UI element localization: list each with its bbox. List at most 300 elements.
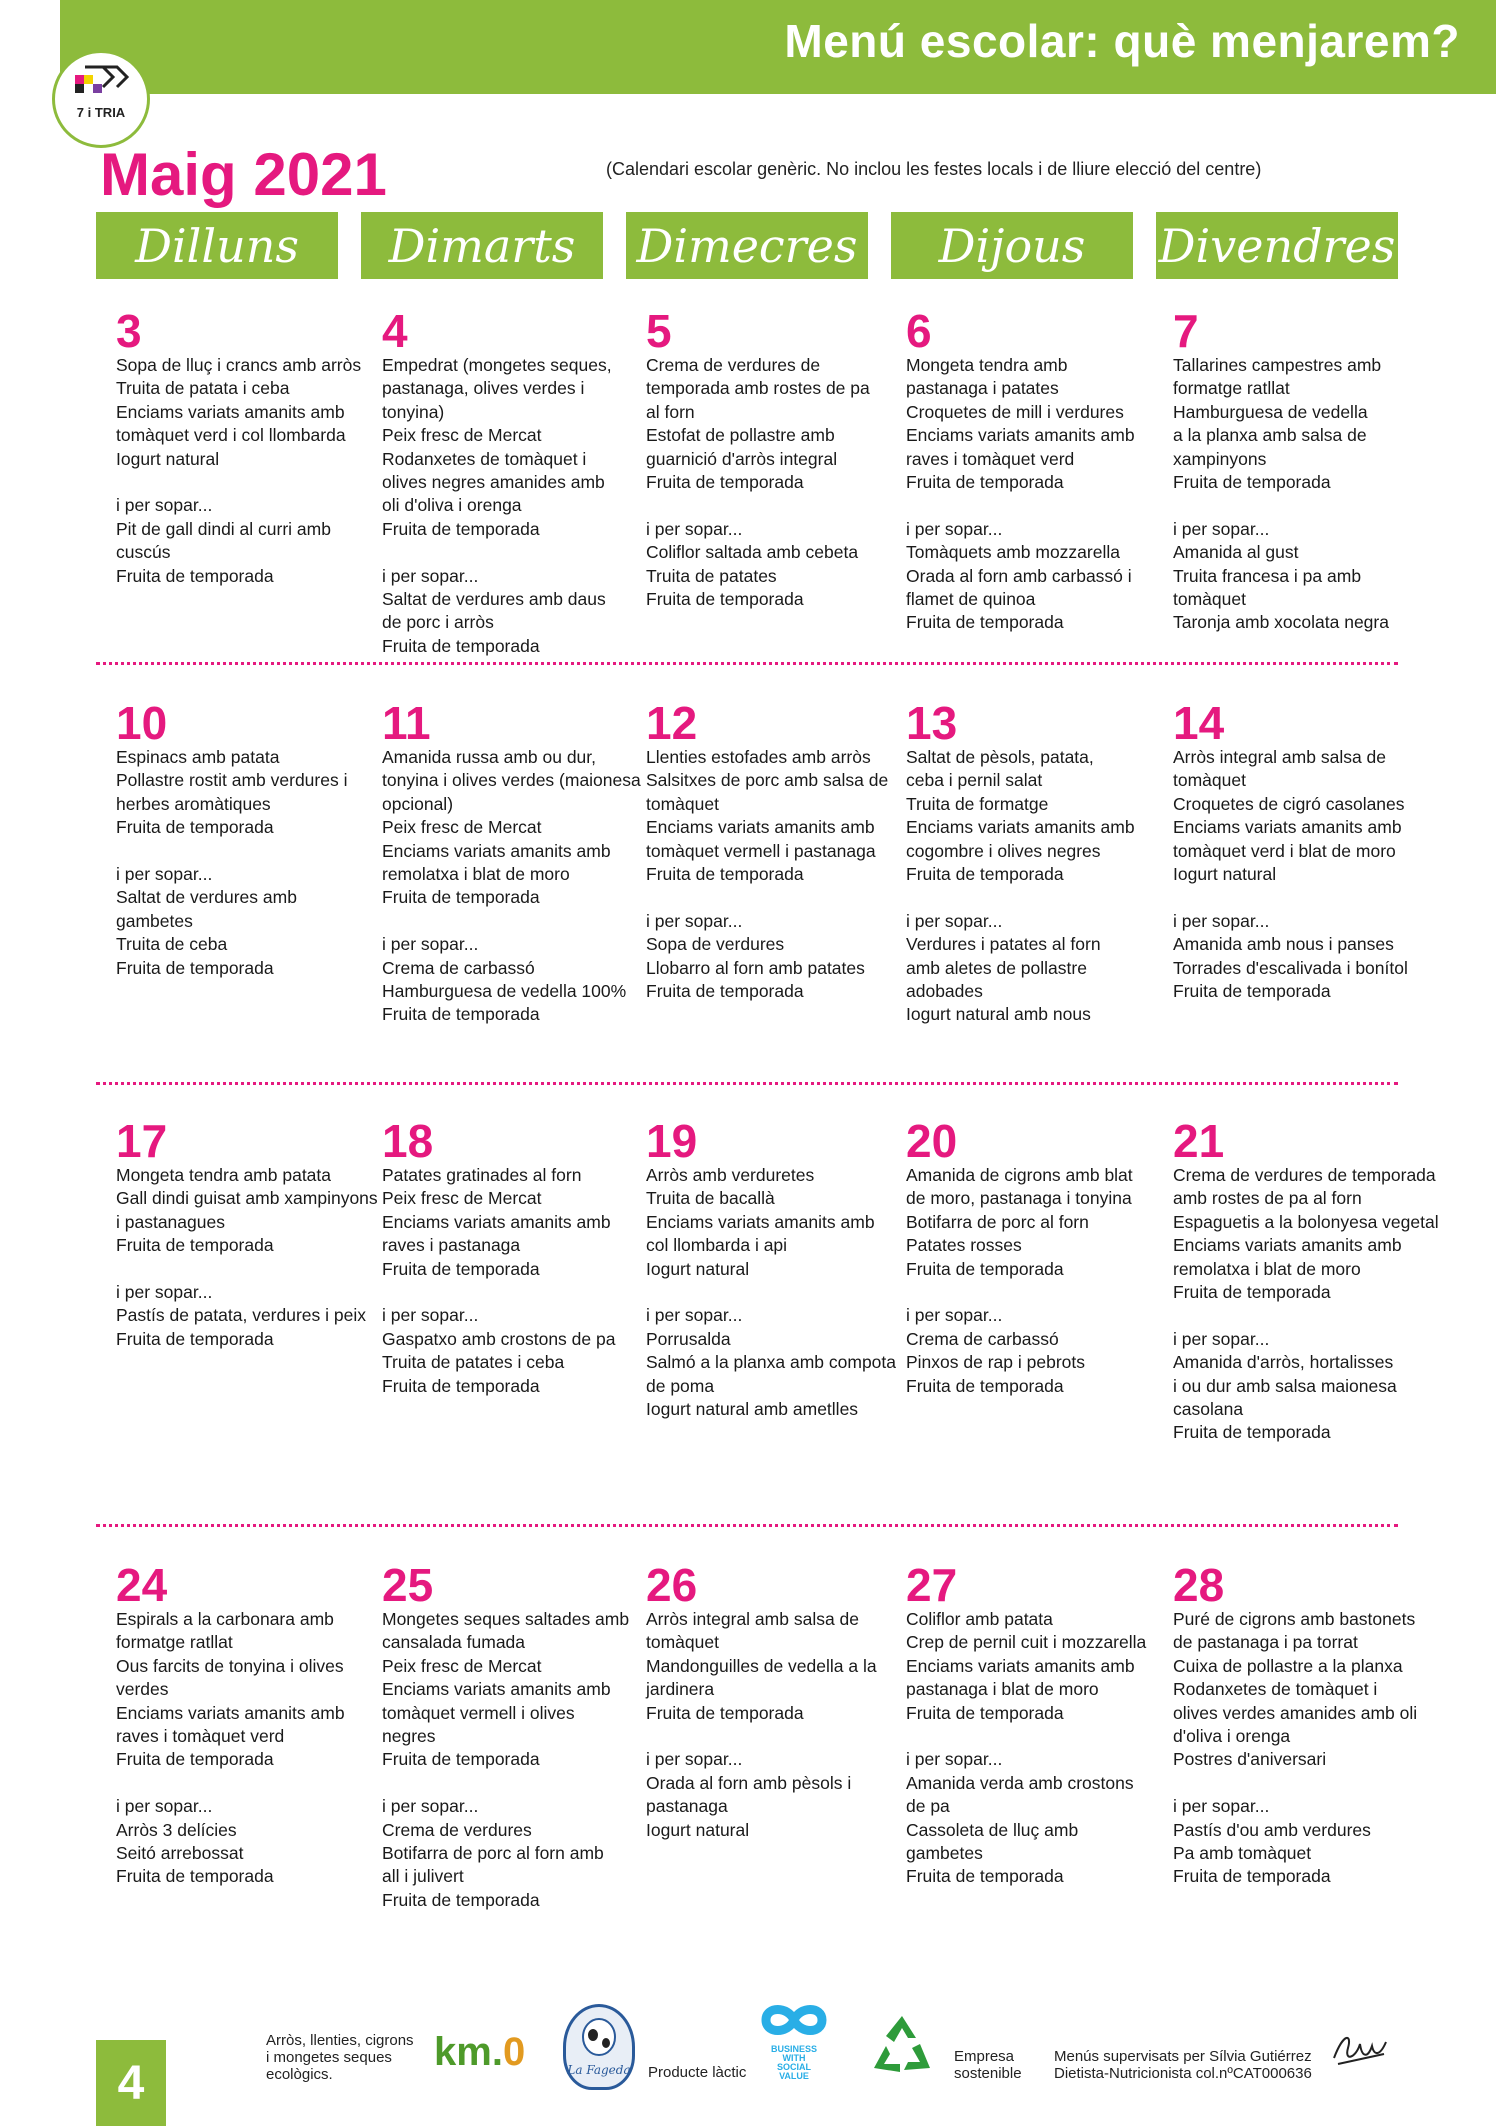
menu-line: tomàquet [1173,589,1246,610]
day-number: 27 [906,1559,958,1611]
recycle-icon [864,2010,940,2086]
bsv-line: WITH [782,2053,806,2063]
menu-line [646,1725,896,1748]
menu-line: Fruita de temporada [382,635,540,656]
menu-line: Fruita de temporada [906,864,1064,885]
day-number: 3 [116,305,142,357]
menu-items [116,1164,378,1351]
menu-line: Coliflor amb patata [906,1609,1053,1629]
organic-note-line: ecològics. [266,2066,333,2083]
menu-line [382,910,632,933]
menu-line: Espinacs amb patata [116,747,280,767]
menu-line: raves i tomàquet verd [906,448,1075,469]
menu-line: Enciams variats amanits amb [382,1211,611,1232]
menu-line: Enciams variats amanits amb [116,401,345,422]
menu-line: tomàquet verd i blat de moro [1173,840,1396,861]
menu-line: oli d'oliva i orenga [382,495,522,516]
menu-line: Saltat de verdures amb daus [382,589,606,610]
day-cell [646,1115,896,1421]
weekday-header-tuesday: Dimarts [361,212,603,279]
week-separator [96,662,1398,665]
menu-line: Pa amb tomàquet [1173,1843,1312,1864]
menu-line: Fruita de temporada [906,472,1064,493]
day-cell [646,697,896,1003]
menu-line: remolatxa i blat de moro [1173,1258,1361,1279]
menu-line: negres [382,1726,436,1747]
menu-line: Fruita de temporada [646,472,804,493]
dinner-heading: i per sopar... [1173,1328,1270,1349]
day-cell [1173,1115,1439,1445]
menu-line: Pastís d'ou amb verdures [1173,1819,1371,1840]
menu-line: Fruita de temporada [116,1235,274,1256]
menu-line: Fruita de temporada [116,1328,274,1349]
dairy-label: Producte làctic [648,2064,747,2081]
7itria-logo [52,50,150,148]
sustainable-line: sostenible [954,2065,1022,2082]
menu-line: gambetes [116,910,193,931]
menu-line: pastanaga i blat de moro [906,1679,1099,1700]
menu-line: tonyina i olives verdes (maionesa [382,770,641,791]
lafageda-logo-text: La Fageda [567,2063,631,2077]
menu-items [116,354,366,588]
menu-line: Fruita de temporada [382,1375,540,1396]
menu-line: tomàquet verd i col llombarda [116,425,346,446]
menu-line: Peix fresc de Mercat [382,1188,542,1209]
day-number: 18 [382,1115,434,1167]
menu-line: Fruita de temporada [906,612,1064,633]
day-cell [646,1559,896,1842]
day-number: 20 [906,1115,958,1167]
menu-line: de pa [906,1796,950,1817]
bsv-line: BUSINESS [770,2044,817,2054]
menu-items [646,1164,896,1421]
day-number: 21 [1173,1115,1225,1167]
menu-line: col llombarda i api [646,1235,788,1256]
day-number: 5 [646,305,672,357]
dinner-heading: i per sopar... [646,1749,743,1770]
supervised-line: Dietista-Nutricionista col.nºCAT000636 [1054,2065,1312,2082]
menu-line: Enciams variats amanits amb [1173,817,1402,838]
menu-items [382,354,632,658]
menu-line: Amanida de cigrons amb blat [906,1165,1133,1185]
menu-line: i pastanagues [116,1211,225,1232]
menu-line: Fruita de temporada [382,887,540,908]
km0-logo [434,2030,525,2075]
day-cell [1173,1559,1423,1889]
menu-line: Gaspatxo amb crostons de pa [382,1328,616,1349]
menu-line: tomàquet vermell i pastanaga [646,840,876,861]
menu-line: remolatxa i blat de moro [382,864,570,885]
menu-line [906,494,1156,517]
menu-line: Coliflor saltada amb cebeta [646,542,859,563]
menu-line: Postres d'aniversari [1173,1749,1327,1770]
menu-line: Enciams variats amanits amb [382,840,611,861]
sustainable-line: Empresa [954,2048,1015,2065]
menu-line: Truita de ceba [116,934,228,955]
menu-line: de pastanaga i pa torrat [1173,1632,1358,1653]
menu-line: Botifarra de porc al forn amb [382,1843,604,1864]
menu-line: Gall dindi guisat amb xampinyons [116,1188,378,1209]
supervised-line: Menús supervisats per Sílvia Gutiérrez [1054,2048,1312,2065]
menu-line: Botifarra de porc al forn [906,1211,1089,1232]
menu-line [382,1281,632,1304]
menu-line: i ou dur amb salsa maionesa [1173,1375,1397,1396]
page-number: 4 [96,2040,166,2126]
menu-line: Llobarro al forn amb patates [646,957,865,978]
menu-line [116,1772,366,1795]
menu-items [646,746,896,1003]
logo-label: 7 i TRIA [76,105,126,120]
dinner-heading: i per sopar... [116,1796,213,1817]
dinner-heading: i per sopar... [382,1796,479,1817]
menu-line: Crema de verdures de temporada [1173,1165,1436,1185]
menu-line: tomàquet [1173,770,1246,791]
menu-line: Pollastre rostit amb verdures i [116,770,348,791]
menu-line: Fruita de temporada [116,565,274,586]
day-number: 19 [646,1115,698,1167]
menu-line: pastanaga [646,1796,728,1817]
menu-line: formatge ratllat [1173,378,1290,399]
menu-line: opcional) [382,793,454,814]
menu-line: Sopa de verdures [646,934,785,955]
weekday-header-monday: Dilluns [96,212,338,279]
menu-items [1173,354,1423,635]
menu-items [1173,746,1423,1003]
menu-line: Amanida russa amb ou dur, [382,747,597,767]
menu-line: Patates rosses [906,1235,1022,1256]
menu-line [1173,1772,1423,1795]
dinner-heading: i per sopar... [382,934,479,955]
menu-line: Taronja amb xocolata negra [1173,612,1389,633]
menu-line: Patates gratinades al forn [382,1165,582,1185]
menu-line: Peix fresc de Mercat [382,1655,542,1676]
menu-line: cansalada fumada [382,1632,526,1653]
menu-line: Enciams variats amanits amb [1173,1235,1402,1256]
menu-line: Iogurt natural [116,448,220,469]
bsv-line: VALUE [779,2071,809,2081]
sustainable-label [954,2048,1022,2082]
menu-line: Crema de verdures de [646,355,821,375]
day-cell [906,1559,1156,1889]
dinner-heading: i per sopar... [116,864,213,885]
logo-arrows-icon [55,53,147,113]
day-number: 28 [1173,1559,1225,1611]
month-title: Maig 2021 [100,141,387,208]
menu-line: Fruita de temporada [382,518,540,539]
menu-line: Truita de bacallà [646,1188,775,1209]
business-social-value-logo [754,2000,834,2086]
signature-image [1330,2028,1390,2068]
cow-icon [566,2007,632,2057]
menu-items [116,1608,366,1889]
menu-line: tomàquet [646,1632,719,1653]
menu-line: Fruita de temporada [382,1258,540,1279]
menu-line: Fruita de temporada [116,1866,274,1887]
day-cell [906,1115,1156,1398]
day-cell [906,305,1156,635]
menu-line [382,1772,632,1795]
menu-line: Saltat de pèsols, patata, [906,747,1094,767]
menu-line: Arròs amb verduretes [646,1165,815,1185]
supervised-note [1054,2048,1312,2082]
menu-line: Enciams variats amanits amb [906,817,1135,838]
menu-line [906,1281,1156,1304]
menu-line: Fruita de temporada [646,864,804,885]
menu-line: Fruita de temporada [646,589,804,610]
menu-items [382,746,641,1027]
menu-line: Cassoleta de lluç amb [906,1819,1079,1840]
menu-line: Sopa de lluç i crancs amb arròs [116,355,362,375]
menu-line: pastanaga, olives verdes i [382,378,585,399]
dinner-heading: i per sopar... [906,518,1003,539]
menu-line: Truita de patata i ceba [116,378,290,399]
menu-line [906,1725,1156,1748]
km0-logo-zero: 0 [502,2030,526,2074]
week-separator [96,1082,1398,1085]
organic-note-line: i mongetes seques [266,2049,392,2066]
day-cell [646,305,896,611]
menu-line: Espirals a la carbonara amb [116,1609,334,1629]
menu-line: amb rostes de pa al forn [1173,1188,1362,1209]
menu-line: casolana [1173,1399,1244,1420]
menu-line: Pinxos de rap i pebrots [906,1352,1085,1373]
menu-line: Salmó a la planxa amb compota [646,1352,896,1373]
menu-line: de porc i arròs [382,612,494,633]
menu-items [646,354,896,611]
menu-line: Torrades d'escalivada i bonítol [1173,957,1408,978]
day-number: 10 [116,697,168,749]
menu-line: flamet de quinoa [906,589,1036,610]
day-number: 6 [906,305,932,357]
menu-line: herbes aromàtiques [116,793,271,814]
dinner-heading: i per sopar... [1173,910,1270,931]
menu-line: olives verdes amanides amb oli [1173,1702,1418,1723]
menu-line: Orada al forn amb pèsols i [646,1772,852,1793]
menu-line: Espaguetis a la bolonyesa vegetal [1173,1211,1439,1232]
menu-line: Empedrat (mongetes seques, [382,355,612,375]
menu-line: Crep de pernil cuit i mozzarella [906,1632,1147,1653]
menu-items [906,1608,1156,1889]
menu-line [646,494,896,517]
menu-line: Arròs integral amb salsa de [1173,747,1387,767]
weekday-header-wednesday: Dimecres [626,212,868,279]
dinner-heading: i per sopar... [906,910,1003,931]
day-cell [116,1115,378,1351]
menu-line [1173,1304,1423,1327]
dinner-heading: i per sopar... [646,910,743,931]
day-number: 12 [646,697,698,749]
dinner-heading: i per sopar... [1173,518,1270,539]
menu-line: Arròs 3 delícies [116,1819,237,1840]
menu-line: Enciams variats amanits amb [646,1211,875,1232]
dinner-heading: i per sopar... [116,1282,213,1303]
menu-line: Verdures i patates al forn [906,934,1101,955]
menu-items [1173,1608,1423,1889]
menu-line: Amanida verda amb crostons [906,1772,1134,1793]
menu-line: Fruita de temporada [1173,1866,1331,1887]
menu-items [906,1164,1156,1398]
menu-line: Truita de formatge [906,793,1049,814]
menu-line: Enciams variats amanits amb [382,1679,611,1700]
day-cell [382,697,641,1027]
day-cell [1173,697,1423,1003]
menu-line: guarnició d'arròs integral [646,448,838,469]
menu-line: Enciams variats amanits amb [646,817,875,838]
menu-line [646,886,896,909]
menu-line: Mandonguilles de vedella a la [646,1655,877,1676]
menu-line: d'oliva i orenga [1173,1726,1291,1747]
menu-line [1173,494,1423,517]
menu-line: Peix fresc de Mercat [382,425,542,446]
menu-line: Fruita de temporada [906,1702,1064,1723]
menu-line: Fruita de temporada [906,1375,1064,1396]
menu-line: Truita de patates i ceba [382,1352,565,1373]
menu-line: Cuixa de pollastre a la planxa [1173,1655,1403,1676]
menu-line: Tomàquets amb mozzarella [906,542,1120,563]
menu-line: xampinyons [1173,448,1267,469]
day-number: 26 [646,1559,698,1611]
menu-line: Crema de carbassó [382,957,535,978]
menu-items [906,746,1156,1027]
week-separator [96,1524,1398,1527]
menu-line [646,1281,896,1304]
menu-line: Arròs integral amb salsa de [646,1609,860,1629]
menu-line [116,1258,366,1281]
lafageda-logo [563,2004,635,2090]
menu-line: Orada al forn amb carbassó i [906,565,1132,586]
menu-line: Fruita de temporada [646,1702,804,1723]
menu-line: de moro, pastanaga i tonyina [906,1188,1132,1209]
calendar-note: (Calendari escolar genèric. No inclou les festes locals i de lliure elecció del centre) [606,159,1262,179]
menu-line: tonyina) [382,401,445,422]
menu-line: Fruita de temporada [1173,472,1331,493]
menu-line: Salsitxes de porc amb salsa de [646,770,889,791]
menu-line: Seitó arrebossat [116,1843,244,1864]
weekday-header-friday: Divendres [1156,212,1398,279]
menu-line: cogombre i olives negres [906,840,1101,861]
menu-items [382,1608,632,1912]
menu-line: jardinera [646,1679,715,1700]
menu-line: Mongeta tendra amb [906,355,1068,375]
menu-line: Iogurt natural [1173,864,1277,885]
menu-line [1173,886,1423,909]
menu-line: Peix fresc de Mercat [382,817,542,838]
day-cell [382,1115,632,1398]
menu-line: Rodanxetes de tomàquet i [1173,1679,1378,1700]
menu-line: Truita de patates [646,565,777,586]
organic-note [266,2032,414,2083]
menu-line [116,840,366,863]
menu-line: al forn [646,401,695,422]
dinner-heading: i per sopar... [906,1749,1003,1770]
menu-line: Mongeta tendra amb patata [116,1165,332,1185]
menu-line: ceba i pernil salat [906,770,1043,791]
menu-line: Estofat de pollastre amb [646,425,835,446]
menu-line: Fruita de temporada [382,1749,540,1770]
dinner-heading: i per sopar... [906,1305,1003,1326]
dinner-heading: i per sopar... [116,495,213,516]
menu-line: Enciams variats amanits amb [116,1702,345,1723]
menu-line: Fruita de temporada [906,1258,1064,1279]
menu-line: Amanida al gust [1173,542,1299,563]
menu-line: a la planxa amb salsa de [1173,425,1367,446]
menu-line [906,886,1156,909]
menu-line: Amanida amb nous i panses [1173,934,1394,955]
menu-line: Fruita de temporada [1173,1422,1331,1443]
menu-line: Iogurt natural [646,1819,750,1840]
menu-line: Iogurt natural [646,1258,750,1279]
menu-line: Fruita de temporada [1173,1282,1331,1303]
menu-line: Amanida d'arròs, hortalisses [1173,1352,1394,1373]
menu-line: Porrusalda [646,1328,731,1349]
menu-items [1173,1164,1439,1445]
menu-items [116,746,366,980]
menu-line [382,541,632,564]
day-number: 13 [906,697,958,749]
bsv-line: SOCIAL [776,2062,811,2072]
day-number: 4 [382,305,408,357]
menu-line: formatge ratllat [116,1632,233,1653]
menu-line: all i julivert [382,1866,464,1887]
menu-line: Enciams variats amanits amb [906,1655,1135,1676]
menu-line: Rodanxetes de tomàquet i [382,448,587,469]
menu-line: olives negres amanides amb [382,472,605,493]
menu-line: Fruita de temporada [116,1749,274,1770]
dinner-heading: i per sopar... [646,518,743,539]
menu-items [906,354,1156,635]
menu-line: Tallarines campestres amb [1173,355,1382,375]
menu-line: Fruita de temporada [116,957,274,978]
menu-line: de poma [646,1375,715,1396]
menu-line: Hamburguesa de vedella 100% [382,981,627,1002]
menu-line: temporada amb rostes de pa [646,378,870,399]
menu-line: raves i tomàquet verd [116,1726,285,1747]
header-bar [0,0,1496,94]
day-cell [116,697,366,980]
menu-line: Fruita de temporada [646,981,804,1002]
menu-line: Puré de cigrons amb bastonets [1173,1609,1416,1629]
menu-line: gambetes [906,1843,983,1864]
menu-line: tomàquet vermell i olives [382,1702,575,1723]
menu-items [646,1608,896,1842]
menu-line: tomàquet [646,793,719,814]
menu-line: cuscús [116,542,171,563]
dinner-heading: i per sopar... [646,1305,743,1326]
menu-line: verdes [116,1679,169,1700]
menu-line: Fruita de temporada [1173,981,1331,1002]
menu-line: Croquetes de mill i verdures [906,401,1124,422]
organic-note-line: Arròs, llenties, cigrons [266,2032,414,2049]
day-cell [906,697,1156,1027]
dinner-heading: i per sopar... [1173,1796,1270,1817]
menu-line: Llenties estofades amb arròs [646,747,871,767]
menu-line: pastanaga i patates [906,378,1059,399]
day-number: 14 [1173,697,1225,749]
weekday-header-thursday: Dijous [891,212,1133,279]
day-number: 17 [116,1115,168,1167]
day-number: 24 [116,1559,168,1611]
menu-line: adobades [906,981,983,1002]
menu-line: Crema de verdures [382,1819,532,1840]
day-cell [1173,305,1423,635]
menu-line: Iogurt natural amb ametlles [646,1399,859,1420]
day-cell [382,1559,632,1912]
menu-line: Fruita de temporada [382,1889,540,1910]
menu-line: Ous farcits de tonyina i olives [116,1655,344,1676]
day-number: 25 [382,1559,434,1611]
menu-items [382,1164,632,1398]
menu-line: amb aletes de pollastre [906,957,1087,978]
